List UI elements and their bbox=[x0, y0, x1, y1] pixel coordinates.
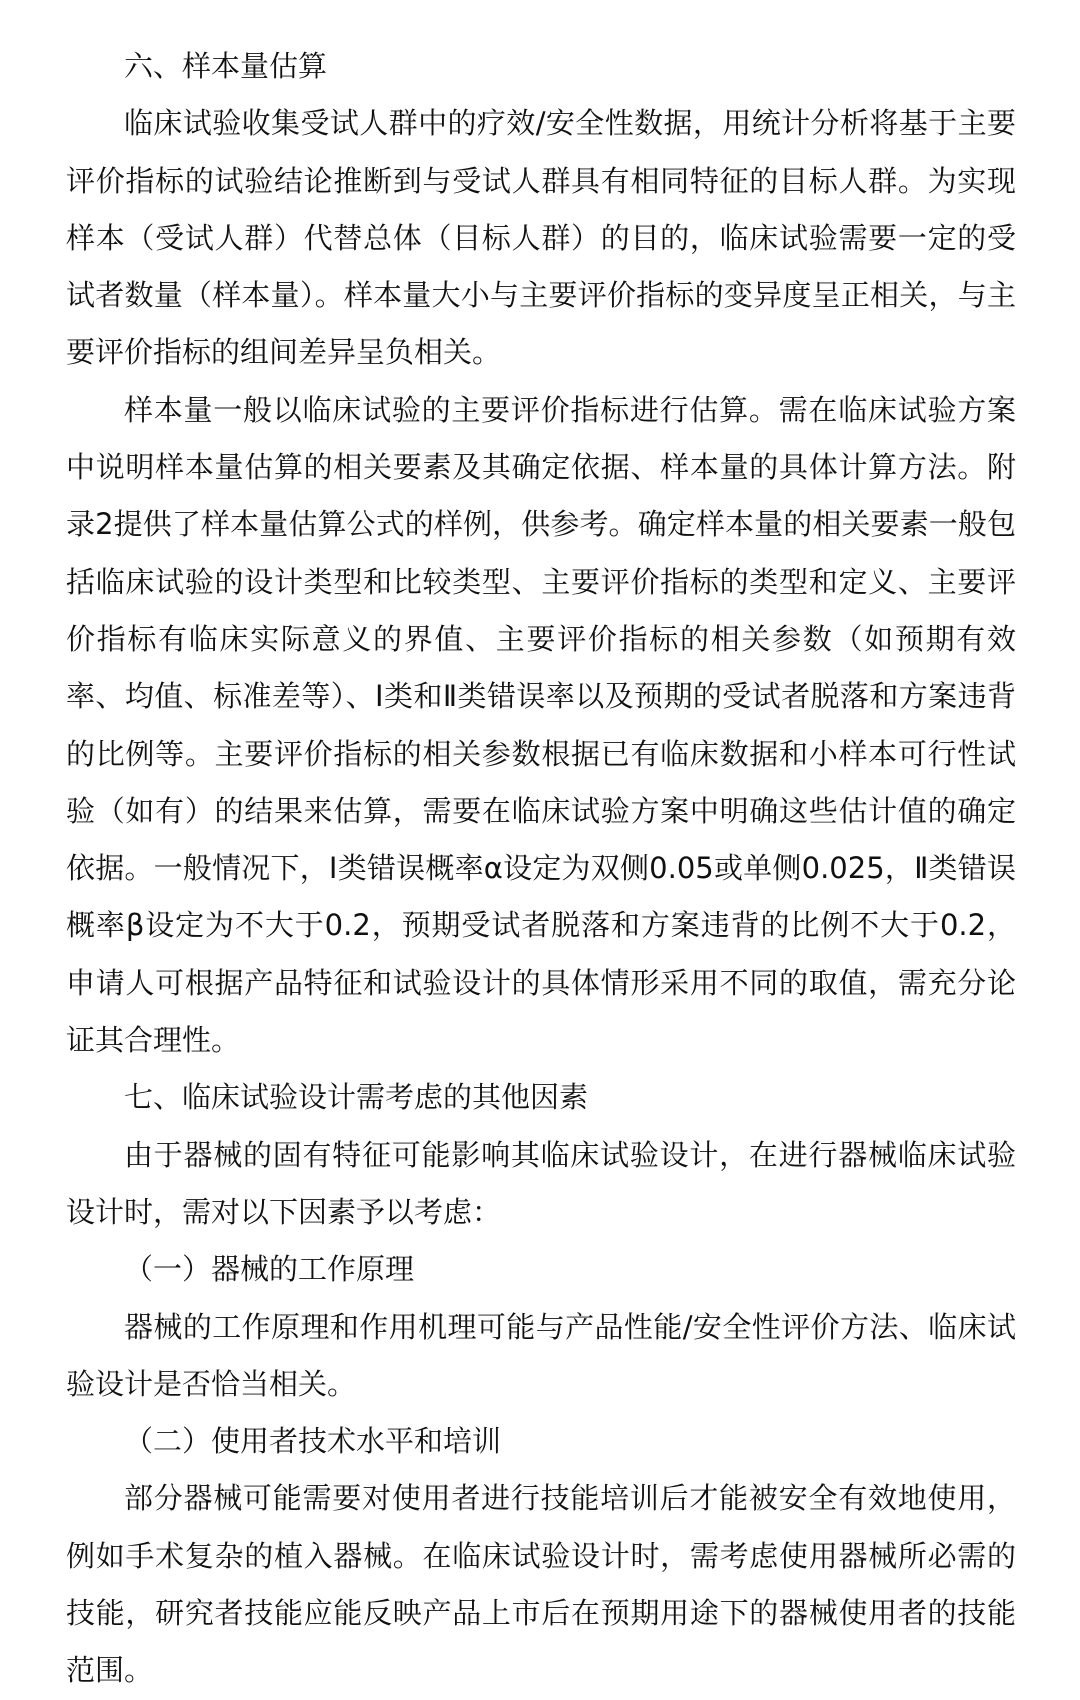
section-6-paragraph-2: 样本量一般以临床试验的主要评价指标进行估算。需在临床试验方案中说明样本量估算的相关要素及其确定依据、样本量的具体计算方法。附录2提供了样本量估算公式的样例，供参考。确定样本量的相关要素一般包括临床试验的设计类型和比较类型、主要评价指标的类型和定义、主要评价指标有临床实际意义的界值、主要评价指标的相关参数（如预期有效率、均值、标准差等）、Ⅰ类和Ⅱ类错误率以及预期的受试者脱落和方案违背的比例等。主要评价指标的相关参数根据已有临床数据和小样本可行性试验（如有）的结果来估算，需要在临床试验方案中明确这些估计值的确定依据。一般情况下，Ⅰ类错误概率α设定为双侧0.05或单侧0.025，Ⅱ类错误概率β设定为不大于0.2，预期受试者脱落和方案违背的比例不大于0.2，申请人可根据产品特征和试验设计的具体情形采用不同的取值，需充分论证其合理性。 bbox=[66, 392, 1016, 1058]
section-7-heading: 七、临床试验设计需考虑的其他因素 bbox=[124, 1080, 589, 1115]
section-7-intro: 由于器械的固有特征可能影响其临床试验设计，在进行器械临床试验设计时，需对以下因素予以考虑： bbox=[66, 1137, 1016, 1229]
section-6-heading: 六、样本量估算 bbox=[124, 49, 328, 83]
subsection-2-text: 部分器械可能需要对使用者进行技能培训后才能被安全有效地使用，例如手术复杂的植入器械。在临床试验设计时，需考虑使用器械所必需的技能，研究者技能应能反映产品上市后在预期用途下的器械使用者的技能范围。 bbox=[66, 1481, 1016, 1688]
subsection-2-heading: （二）使用者技术水平和培训 bbox=[124, 1424, 502, 1459]
subsection-1-text: 器械的工作原理和作用机理可能与产品性能/安全性评价方法、临床试验设计是否恰当相关。 bbox=[66, 1309, 1016, 1401]
section-6-paragraph-1: 临床试验收集受试人群中的疗效/安全性数据，用统计分析将基于主要评价指标的试验结论推断到与受试人群具有相同特征的目标人群。为实现样本（受试人群）代替总体（目标人群）的目的，临床试验需要一定的受试者数量（样本量）。样本量大小与主要评价指标的变异度呈正相关，与主要评价指标的组间差异呈负相关。 bbox=[66, 106, 1016, 370]
subsection-1-heading: （一）器械的工作原理 bbox=[124, 1252, 415, 1287]
